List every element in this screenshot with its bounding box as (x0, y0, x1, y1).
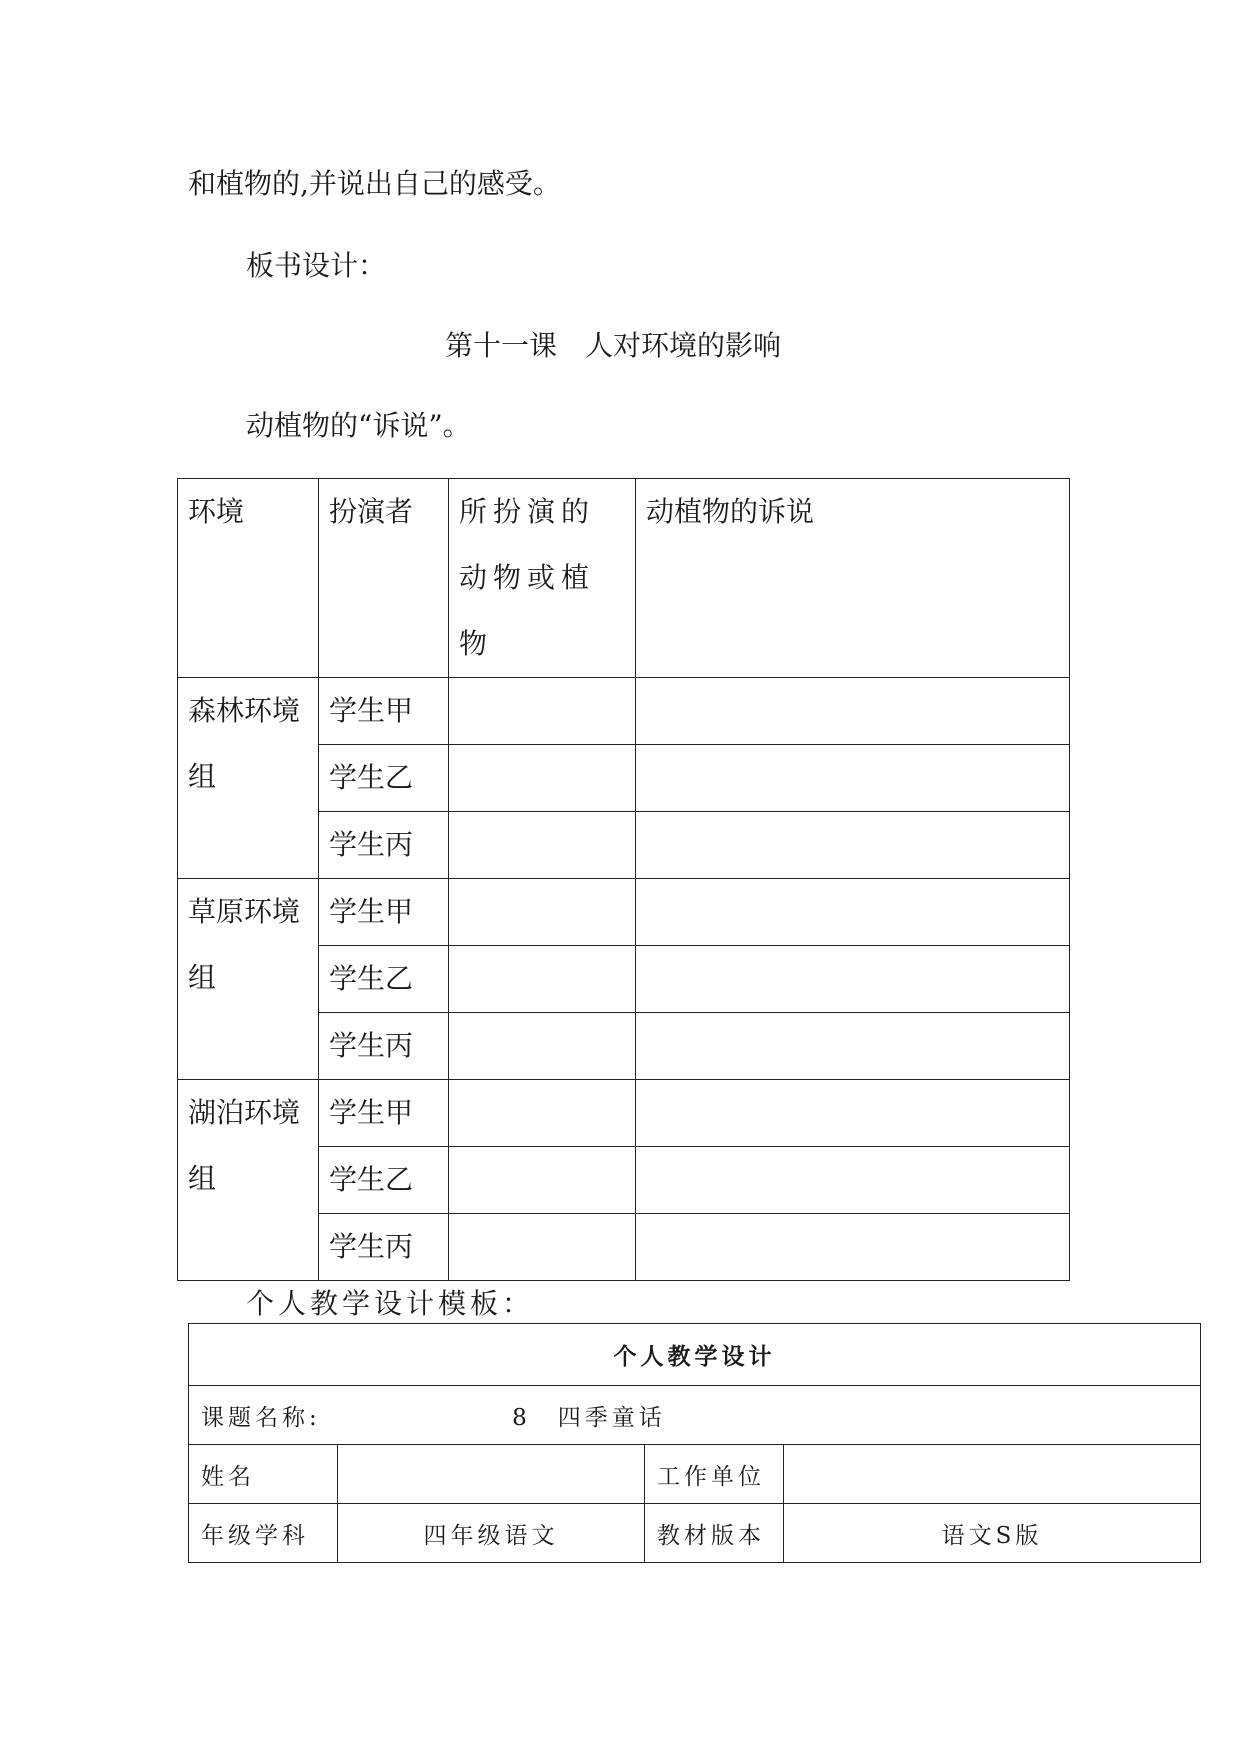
header-actor: 扮演者 (319, 479, 449, 678)
speech-cell[interactable] (636, 1013, 1070, 1080)
speech-cell[interactable] (636, 946, 1070, 1013)
topic-row (189, 1386, 1201, 1445)
table-row (178, 678, 1070, 745)
grade-value: 四年级语文 (338, 1504, 645, 1563)
role-play-table (177, 478, 1070, 1281)
edition-label: 教材版本 (645, 1504, 784, 1563)
group-grassland: 草原环境组 (178, 879, 319, 1080)
role-cell[interactable] (449, 1214, 636, 1281)
role-cell[interactable] (449, 1013, 636, 1080)
edition-value: 语文S版 (784, 1504, 1201, 1563)
work-unit-label: 工作单位 (645, 1445, 784, 1504)
table-row (178, 1080, 1070, 1147)
speech-cell[interactable] (636, 812, 1070, 879)
role-cell[interactable] (449, 946, 636, 1013)
table-header-row (178, 479, 1070, 678)
role-cell[interactable] (449, 745, 636, 812)
design-title-row (189, 1324, 1201, 1386)
topic-label: 课题名称: (201, 1404, 321, 1431)
grade-row (189, 1504, 1201, 1563)
design-title: 个人教学设计 (189, 1324, 1201, 1386)
speech-cell[interactable] (636, 745, 1070, 812)
speech-cell[interactable] (636, 1080, 1070, 1147)
intro-line: 和植物的,并说出自己的感受。 (188, 167, 561, 200)
group-forest: 森林环境组 (178, 678, 319, 879)
speech-cell[interactable] (636, 1214, 1070, 1281)
group-lake: 湖泊环境组 (178, 1080, 319, 1281)
role-cell[interactable] (449, 812, 636, 879)
role-cell[interactable] (449, 1080, 636, 1147)
name-value[interactable] (338, 1445, 645, 1504)
subtitle: 动植物的“诉说”。 (246, 409, 471, 442)
template-label: 个人教学设计模板： (246, 1287, 535, 1320)
header-speech: 动植物的诉说 (636, 479, 1070, 678)
role-cell[interactable] (449, 678, 636, 745)
work-unit-value[interactable] (784, 1445, 1201, 1504)
student-cell: 学生甲 (319, 1080, 449, 1147)
header-environment: 环境 (178, 479, 319, 678)
student-cell: 学生丙 (319, 1013, 449, 1080)
speech-cell[interactable] (636, 879, 1070, 946)
student-cell: 学生丙 (319, 1214, 449, 1281)
lesson-title: 第十一课 人对环境的影响 (445, 329, 782, 362)
teaching-design-table (188, 1323, 1201, 1563)
topic-value: 8 四季童话 (512, 1404, 666, 1431)
name-label: 姓名 (189, 1445, 338, 1504)
student-cell: 学生乙 (319, 745, 449, 812)
student-cell: 学生丙 (319, 812, 449, 879)
speech-cell[interactable] (636, 1147, 1070, 1214)
speech-cell[interactable] (636, 678, 1070, 745)
board-design-label: 板书设计： (246, 249, 387, 282)
grade-label: 年级学科 (189, 1504, 338, 1563)
student-cell: 学生乙 (319, 946, 449, 1013)
topic-cell (189, 1386, 1201, 1445)
header-role: 所扮演的动物或植物 (449, 479, 636, 678)
student-cell: 学生乙 (319, 1147, 449, 1214)
role-cell[interactable] (449, 1147, 636, 1214)
role-cell[interactable] (449, 879, 636, 946)
name-row (189, 1445, 1201, 1504)
table-row (178, 879, 1070, 946)
student-cell: 学生甲 (319, 879, 449, 946)
student-cell: 学生甲 (319, 678, 449, 745)
